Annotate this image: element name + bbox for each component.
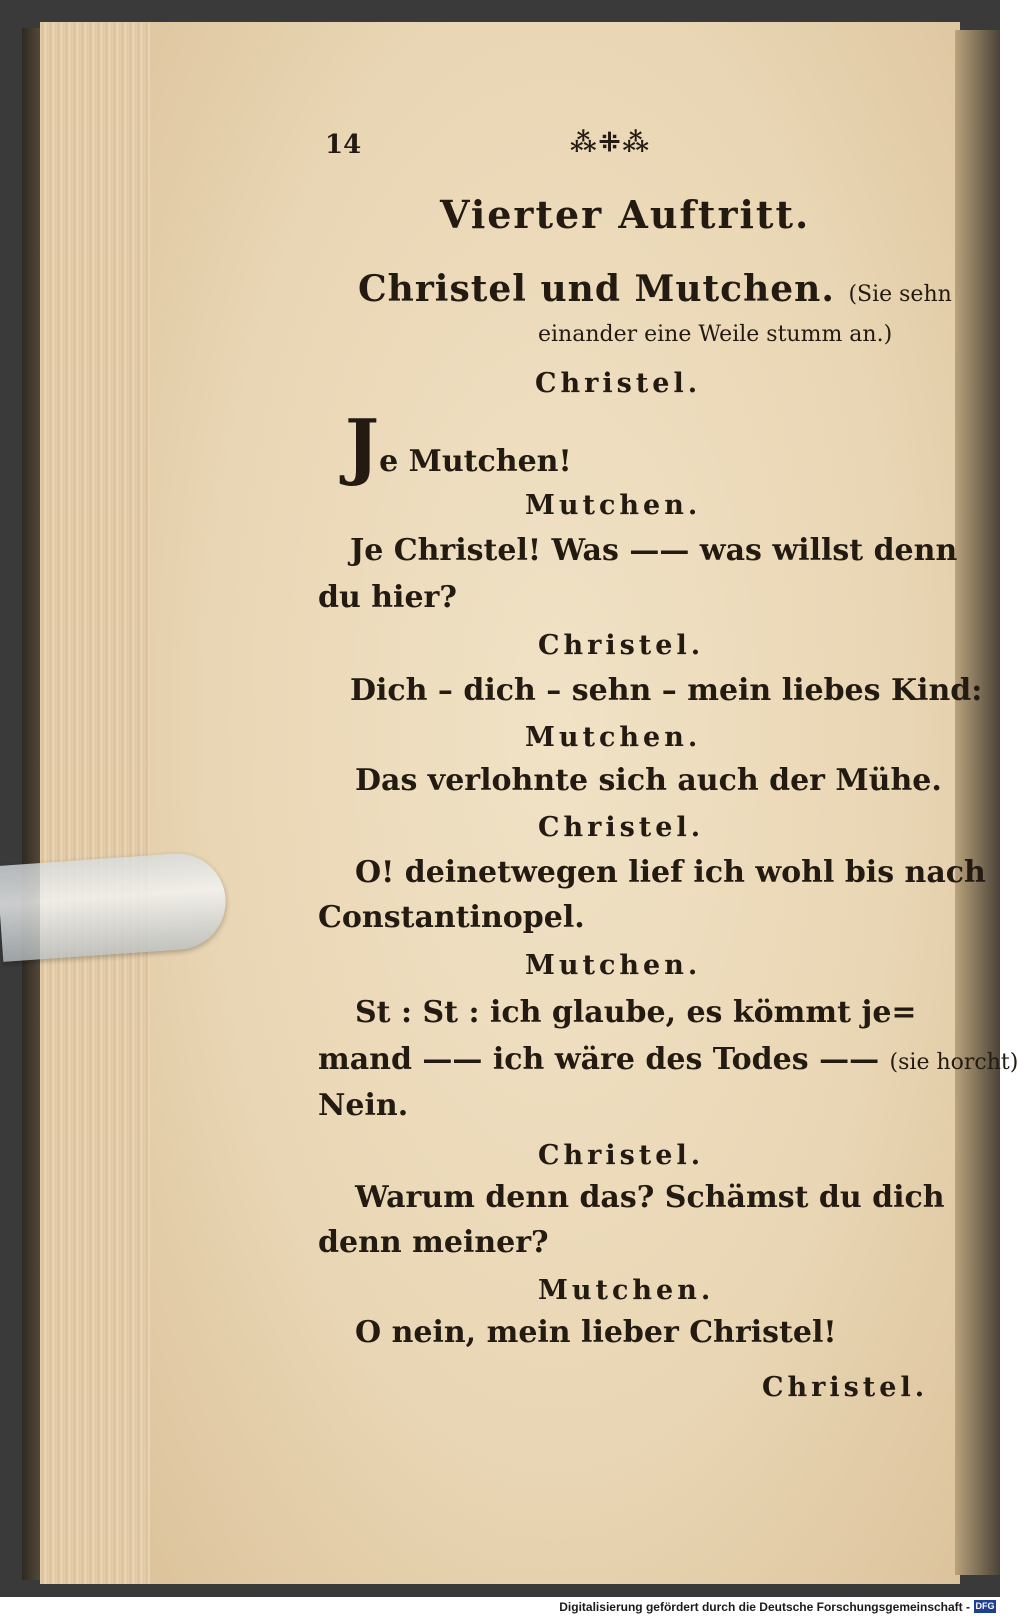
dialogue-line — [318, 1042, 1018, 1077]
dialogue-line: Je Christel! Was —— was willst denn — [350, 533, 958, 568]
dialogue-line: Constantinopel. — [318, 900, 585, 935]
drop-cap-rest: e Mutchen! — [379, 444, 572, 479]
speaker-name: Mutchen. — [525, 490, 702, 521]
dialogue-line: Nein. — [318, 1088, 409, 1123]
speaker-name: Mutchen. — [525, 722, 702, 753]
footer-credit: Digitalisierung gefördert durch die Deutsche Forschungsgemeinschaft - — [559, 1600, 970, 1614]
book-right-edge — [955, 30, 1000, 1575]
speaker-name: Mutchen. — [525, 950, 702, 981]
drop-cap: J — [345, 403, 380, 488]
dialogue-line: O nein, mein lieber Christel! — [355, 1315, 837, 1350]
scene-persons — [358, 268, 952, 310]
scene-heading: Vierter Auftritt. — [440, 192, 811, 237]
dialogue-line: Dich – dich – sehn – mein liebes Kind: — [350, 673, 983, 708]
dialogue-line — [345, 403, 572, 488]
dialogue-line: O! deinetwegen lief ich wohl bis nach — [355, 855, 986, 890]
ornament: ⁂⁜⁂ — [570, 128, 651, 158]
persons-stage-direction: (Sie sehn — [848, 282, 952, 307]
catchword: Christel. — [762, 1372, 929, 1403]
speaker-name: Christel. — [535, 368, 702, 399]
persons-names: Christel und Mutchen. — [358, 268, 835, 310]
page-holder-tab — [0, 850, 229, 962]
dialogue-line: St : St : ich glaube, es kömmt je= — [355, 995, 917, 1030]
stage-direction-continued: einander eine Weile stumm an.) — [538, 322, 893, 347]
speaker-name: Christel. — [538, 1140, 705, 1171]
dfg-logo: DFG — [975, 1601, 995, 1611]
stage-direction-inline: (sie horcht) — [889, 1050, 1018, 1075]
speaker-name: Christel. — [538, 630, 705, 661]
speaker-name: Mutchen. — [538, 1275, 715, 1306]
dialogue-line: du hier? — [318, 580, 457, 615]
dialogue-line: Warum denn das? Schämst du dich — [355, 1180, 945, 1215]
dialogue-line-text: mand —— ich wäre des Todes —— — [318, 1042, 880, 1077]
speaker-name: Christel. — [538, 812, 705, 843]
page-number: 14 — [325, 130, 362, 160]
dialogue-line: denn meiner? — [318, 1225, 549, 1260]
dialogue-line: Das verlohnte sich auch der Mühe. — [355, 763, 942, 798]
